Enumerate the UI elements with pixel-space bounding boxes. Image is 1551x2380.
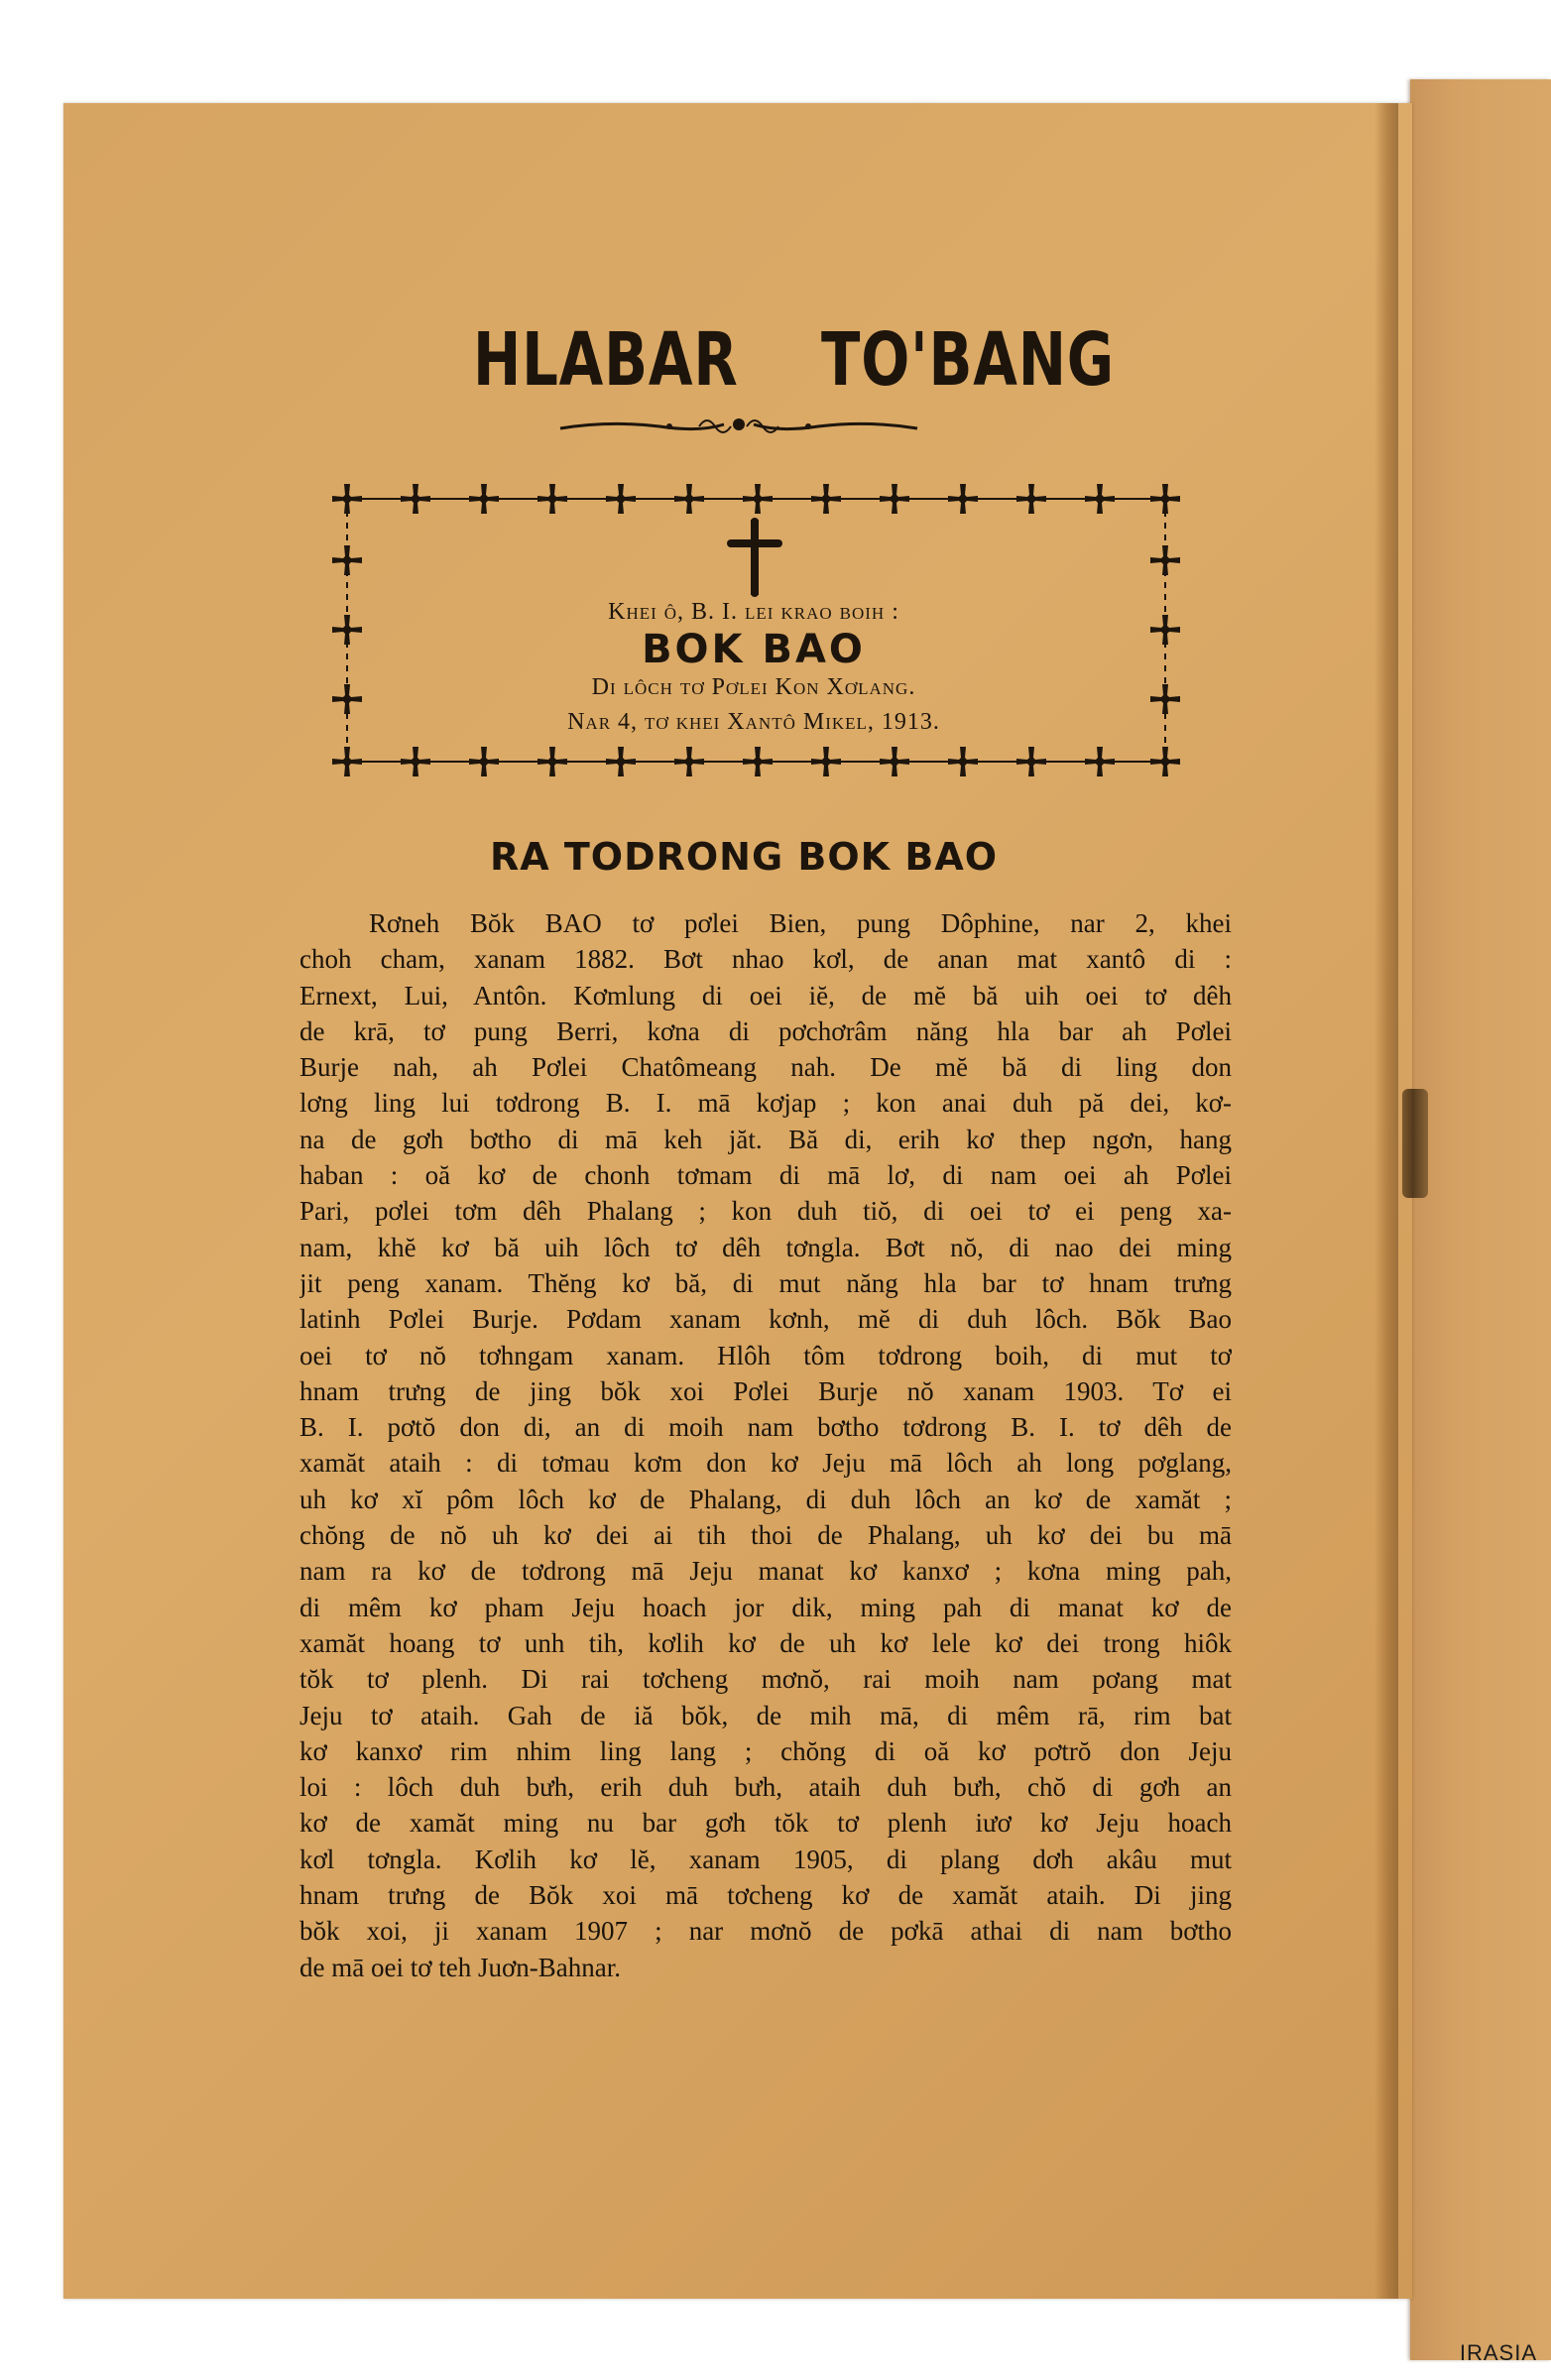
- adjacent-page: [1410, 79, 1551, 2360]
- header-name: BOK BAO: [642, 627, 866, 672]
- body-line: uh kơ xĭ pôm lôch kơ de Phalang, di duh lôch an kơ de xamăt ;: [299, 1484, 1232, 1514]
- section-title: RA TODRONG BOK BAO: [489, 835, 999, 879]
- body-line: xamăt ataih : di tơmau kơm don kơ Jeju mā lôch ah long pơglang,: [299, 1448, 1232, 1479]
- body-line: kơ kanxơ rim nhim ling lang ; chŏng di oă kơ pơtrŏ don Jeju: [299, 1735, 1232, 1766]
- body-line: nam, khĕ kơ bă uih lôch tơ dêh tơngla. Bơt nŏ, di nao dei ming: [299, 1232, 1232, 1262]
- border-crosses-right: [1150, 499, 1180, 762]
- body-line: chŏng de nŏ uh kơ dei ai tih thoi de Phalang, uh kơ dei bu mā: [299, 1520, 1232, 1551]
- body-line: haban : oă kơ de chonh tơmam di mā lơ, di nam oei ah Pơlei: [299, 1160, 1232, 1191]
- body-line: de krā, tơ pung Berri, kơna di pơchơrâm năng hla bar ah Pơlei: [299, 1015, 1232, 1046]
- header-date: Nar 4, tơ khei Xantô Mikel, 1913.: [567, 709, 940, 735]
- body-line: B. I. pơtŏ don di, an di moih nam bơtho tơdrong B. I. tơ dêh de: [299, 1412, 1232, 1443]
- header-death-place: Di lôch tơ Pơlei Kon Xơlang.: [591, 674, 916, 700]
- body-line: Pari, pơlei tơm dêh Phalang ; kon duh tiŏ, di oei tơ ei peng xa-: [299, 1196, 1232, 1227]
- body-line: Ernext, Lui, Antôn. Kơmlung di oei iĕ, de mĕ bă uih oei tơ dêh: [299, 980, 1232, 1011]
- body-line: de mā oei tơ teh Juơn-Bahnar.: [299, 1952, 621, 1982]
- body-line: choh cham, xanam 1882. Bơt nhao kơl, de anan mat xantô di :: [299, 944, 1232, 975]
- body-line: nam ra kơ de tơdrong mā Jeju manat kơ kanxơ ; kơna ming pah,: [299, 1556, 1232, 1587]
- body-line: xamăt hoang tơ unh tih, kơlih kơ de uh kơ lele kơ dei trong hiôk: [299, 1627, 1232, 1658]
- body-line: jit peng xanam. Thĕng kơ bă, di mut năng hla bar tơ hnam trưng: [299, 1267, 1232, 1298]
- body-line: kơ de xamăt ming nu bar gơh tŏk tơ plenh iươ kơ Jeju hoach: [299, 1808, 1232, 1839]
- body-line: tŏk tơ plenh. Di rai tơcheng mơnŏ, rai moih nam pơang mat: [299, 1664, 1232, 1695]
- body-line: loi : lôch duh bưh, erih duh bưh, ataih duh bưh, chŏ di gơh an: [299, 1772, 1232, 1803]
- body-line: na de gơh bơtho di mā keh jăt. Bă di, erih kơ thep ngơn, hang: [299, 1124, 1232, 1154]
- body-line: di mêm kơ pham Jeju hoach jor dik, ming pah di manat kơ de: [299, 1592, 1232, 1622]
- body-line: Burje nah, ah Pơlei Chatômeang nah. De mĕ bă di ling don: [299, 1052, 1232, 1083]
- body-text: [299, 905, 1232, 1985]
- border-crosses-bottom: [332, 747, 1180, 776]
- body-line: bŏk xoi, ji xanam 1907 ; nar mơnŏ de pơkā athai di nam bơtho: [299, 1916, 1232, 1947]
- binding-stitch: [1402, 1089, 1428, 1198]
- body-line: oei tơ nŏ tơhngam xanam. Hlôh tôm tơdrong boih, di mut tơ: [299, 1340, 1232, 1370]
- watermark: IRASIA: [1459, 2340, 1537, 2365]
- body-line: latinh Pơlei Burje. Pơdam xanam kơnh, mĕ di duh lôch. Bŏk Bao: [299, 1304, 1232, 1335]
- body-line: lơng ling lui tơdrong B. I. mā kơjap ; kon anai duh pă dei, kơ-: [299, 1088, 1232, 1119]
- border-crosses-left: [332, 499, 362, 762]
- header-announcement: Khei ô, B. I. lei krao boih :: [608, 599, 899, 625]
- border-crosses-top: [332, 484, 1180, 514]
- body-line: kơl tơngla. Kơlih kơ lĕ, xanam 1905, di plang dơh akâu mut: [299, 1844, 1232, 1874]
- body-line: Jeju tơ ataih. Gah de iă bŏk, de mih mā, di mêm rā, rim bat: [299, 1700, 1232, 1730]
- page-fold-shadow: [1374, 103, 1398, 2299]
- body-line: hnam trưng de Bŏk xoi mā tơcheng kơ de xamăt ataih. Di jing: [299, 1880, 1232, 1911]
- body-line: Rơneh Bŏk BAO tơ pơlei Bien, pung Dôphine, nar 2, khei: [369, 908, 1232, 938]
- ornamental-flourish: [550, 407, 927, 446]
- latin-cross-icon: [727, 518, 782, 597]
- body-line: hnam trưng de jing bŏk xoi Pơlei Burje nŏ xanam 1903. Tơ ei: [299, 1375, 1232, 1406]
- document-title: HLABAR TO'BANG: [473, 317, 1115, 403]
